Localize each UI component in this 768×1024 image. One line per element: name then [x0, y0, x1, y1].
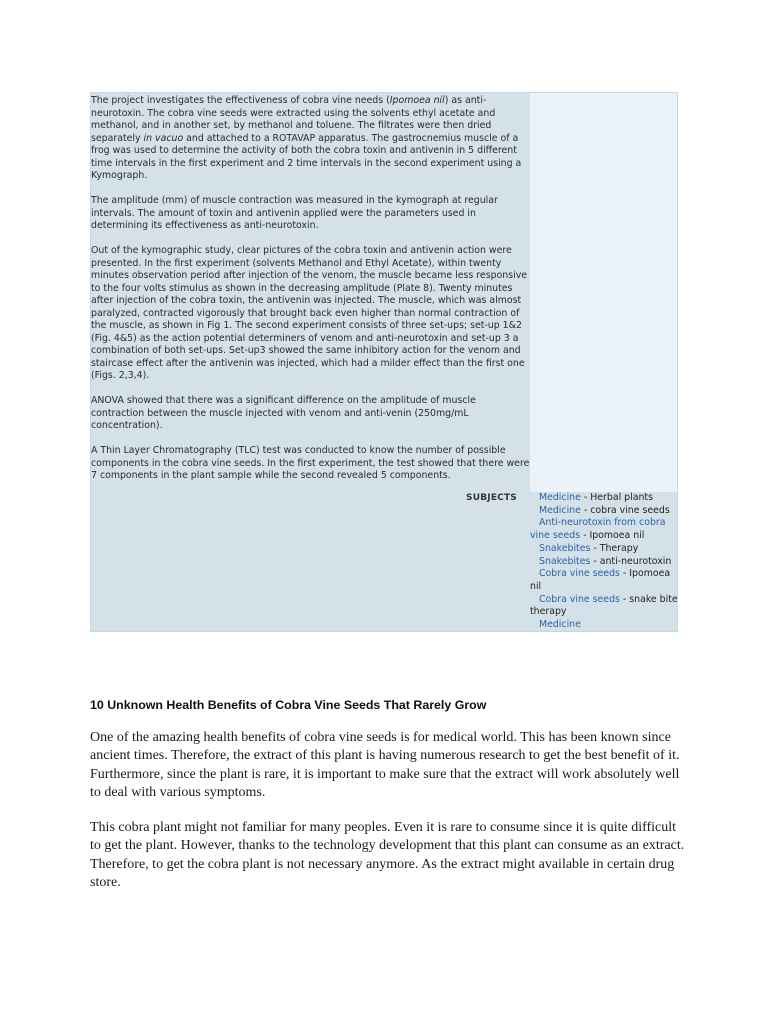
subject-subheading: Ipomoea nil	[530, 568, 671, 592]
article-heading: 10 Unknown Health Benefits of Cobra Vine Seeds That Rarely Grow	[90, 698, 487, 712]
subject-item	[530, 517, 678, 542]
abstract-paragraph: The amplitude (mm) of muscle contraction was measured in the kymograph at regular intervals. The amount of toxin and antivenin applied were the parameters used in determining its effectiveness as anti-neurotoxin.	[91, 195, 498, 231]
subject-item	[530, 543, 678, 556]
subject-separator: -	[580, 492, 591, 503]
subject-link[interactable]: Snakebites	[539, 542, 591, 554]
subject-separator: -	[580, 504, 591, 516]
article-body	[90, 729, 690, 909]
abstract-paragraph: A Thin Layer Chromatography (TLC) test was conducted to know the number of possible components in the cobra vine seeds. In the first experiment, the test showed that there were 7 components in the plant sample while the second revealed 5 components.	[91, 445, 530, 481]
subject-subheading: Therapy	[599, 542, 639, 554]
latin-term: in vacuo	[143, 132, 184, 144]
subject-subheading: Herbal plants	[590, 492, 653, 503]
subject-subheading: cobra vine seeds	[590, 504, 670, 516]
subject-link[interactable]: Medicine	[539, 619, 581, 631]
subject-item	[530, 568, 678, 593]
subject-subheading: anti-neurotoxin	[599, 555, 672, 567]
subject-link[interactable]: Cobra vine seeds	[539, 568, 620, 580]
subject-subheading: Ipomoea nil	[589, 530, 645, 542]
subject-link[interactable]: Snakebites	[539, 555, 591, 567]
subject-link[interactable]: Anti-neurotoxin from cobra vine seeds	[530, 517, 666, 542]
subject-item	[530, 505, 678, 518]
abstract-paragraph: Out of the kymographic study, clear pictures of the cobra toxin and antivenin action were presented. In the first experiment (solvents Methanol and Ethyl Acetate), within twenty minutes observation period after injection of the venom, the muscle became less responsive to the four volts stimulus as shown in the decreasing amplitude (Plate 8). Twenty minutes after injection of the cobra toxin, the antivenin was injected. The muscle, which was almost paralyzed, contracted vigorously that brought back even higher than normal contraction of the muscle, as shown in Fig 1. The second experiment consists of three set-ups; set-up 1&2 (Fig. 4&5) as the action potential determiners of venom and anti-neurotoxin and set-up 3 a combination of both set-ups. Set-up3 showed the same inhibitory action for the venom and staircase effect after the antivenin was injected, which had a milder effect than the first one (Figs. 2,3,4).	[91, 245, 528, 381]
abstract-text-run: ) as anti-neurotoxin. The cobra vine seeds were extracted using the solvents ethyl acetate and methanol, and in another set, by methanol and toluene. The filtrates were then dried separately	[91, 95, 496, 144]
subject-separator: -	[619, 593, 630, 605]
subject-separator: -	[619, 568, 630, 580]
species-name: Ipomoea nil	[389, 95, 445, 106]
article-paragraph: One of the amazing health benefits of cobra vine seeds is for medical world. This has been known since ancient times. Therefore, the extract of this plant is having numerous research to get the best benefit of it. Furthermore, since the plant is rare, it is important to make sure that the extract will work absolutely well to deal with various symptoms.	[90, 730, 680, 800]
subject-link[interactable]: Medicine	[539, 504, 581, 516]
abstract-paragraph	[91, 95, 531, 183]
abstract-text-run: and attached to a ROTAVAP apparatus. The gastrocnemius muscle of a frog was used to determine the activity of both the cobra toxin and antivenin in 5 different time intervals in the first experiment and 2 time intervals in the second experiment using a Kymograph.	[91, 132, 522, 181]
subject-item	[530, 594, 678, 619]
subject-separator: -	[590, 555, 600, 567]
subject-item	[530, 492, 678, 505]
subject-separator: -	[590, 542, 600, 554]
subject-subheading: snake bite therapy	[530, 593, 678, 618]
abstract-text	[91, 95, 531, 495]
subject-link[interactable]: Medicine	[539, 492, 581, 503]
subjects-label: SUBJECTS	[466, 493, 517, 503]
subject-item	[530, 619, 678, 632]
abstract-paragraph: ANOVA showed that there was a significant difference on the amplitude of muscle contraction between the muscle injected with venom and anti-venin (250mg/mL concentration).	[91, 395, 476, 431]
abstract-table	[90, 92, 678, 632]
subjects-list	[530, 492, 678, 632]
subject-link[interactable]: Cobra vine seeds	[539, 593, 620, 605]
abstract-text-run: The project investigates the effectiveness of cobra vine needs (	[91, 95, 390, 106]
abstract-side-cell	[530, 93, 677, 493]
subject-separator: -	[580, 530, 590, 542]
subject-item	[530, 556, 678, 569]
article-paragraph: This cobra plant might not familiar for many peoples. Even it is rare to consume since it is quite difficult to get the plant. However, thanks to the technology development that this plant can consume as an extract. Therefore, to get the cobra plant is not necessary anymore. As the extract might available in certain drug store.	[90, 820, 685, 891]
